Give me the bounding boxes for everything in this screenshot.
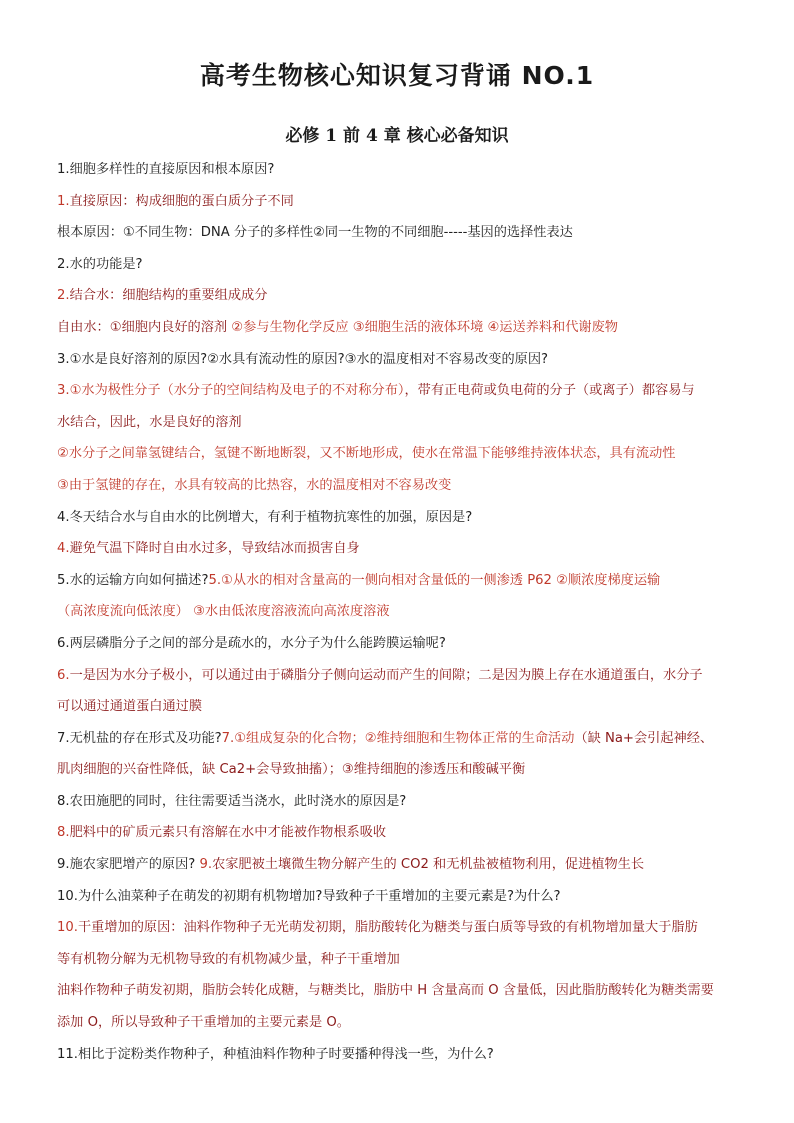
text-segment: 10.为什么油菜种子在萌发的初期有机物增加?导致种子干重增加的主要元素是?为什么? xyxy=(57,888,561,904)
text-segment: 水结合，因此，水是良好的溶剂 xyxy=(57,414,242,430)
text-segment: 结合水：细胞结构的重要组成成分 xyxy=(69,288,268,304)
text-line xyxy=(57,569,741,601)
text-line xyxy=(57,758,741,790)
text-segment: 6. xyxy=(57,667,70,683)
text-line xyxy=(57,727,741,759)
text-line xyxy=(57,790,741,822)
page-title: 高考生物核心知识复习背诵 NO.1 xyxy=(199,61,595,90)
text-segment: 3.①水是良好溶剂的原因?②水具有流动性的原因?③水的温度相对不容易改变的原因? xyxy=(57,351,549,367)
text-line xyxy=(57,1011,741,1043)
text-line xyxy=(57,1043,741,1075)
text-line xyxy=(57,632,741,664)
text-segment: 4. xyxy=(57,541,70,557)
content-body xyxy=(57,158,741,1074)
text-segment: 自由水：①细胞内良好的溶剂 xyxy=(57,319,232,335)
text-segment: 9.施农家肥增产的原因? xyxy=(57,857,200,873)
text-segment: 避免气温下降时自由水过多，导致结冰而损害自身 xyxy=(69,541,360,557)
text-segment: ②水分子之间靠氢键结合，氢键不断地断裂，又不断地形成，使水在常温下能够维持液体状态，具有流动性 xyxy=(57,446,676,462)
text-line xyxy=(57,474,741,506)
text-segment: 添加 O，所以导致种子干重增加的主要元素是 O。 xyxy=(57,1015,350,1031)
text-segment: ②参与生物化学反应 ③细胞生活的液体环境 ④运送养料和代谢废物 xyxy=(231,319,618,335)
text-segment: 根本原因：①不同生物：DNA 分子的多样性②同一生物的不同细胞-----基因的选择性表达 xyxy=(57,225,573,241)
text-line xyxy=(57,821,741,853)
text-segment: 直接原因：构成细胞的蛋白质分子不同 xyxy=(69,193,294,209)
text-line xyxy=(57,158,741,190)
text-segment: 6.两层磷脂分子之间的部分是疏水的，水分子为什么能跨膜运输呢? xyxy=(57,635,446,651)
text-line xyxy=(57,253,741,285)
text-line xyxy=(57,506,741,538)
text-line xyxy=(57,348,741,380)
text-line xyxy=(57,916,741,948)
text-segment: 2.水的功能是? xyxy=(57,256,143,272)
text-line xyxy=(57,695,741,727)
text-segment: 1.细胞多样性的直接原因和根本原因? xyxy=(57,162,275,177)
text-line xyxy=(57,537,741,569)
text-segment: 9. xyxy=(199,857,213,873)
text-segment: 1. xyxy=(57,193,70,209)
text-segment: 8.农田施肥的同时，往往需要适当浇水，此时浇水的原因是? xyxy=(57,793,407,809)
text-line xyxy=(57,442,741,474)
text-segment: 肥料中的矿质元素只有溶解在水中才能被作物根系吸收 xyxy=(69,825,387,841)
text-segment: 4.冬天结合水与自由水的比例增大，有利于植物抗寒性的加强，原因是? xyxy=(57,509,473,525)
text-segment: 干重增加的原因：油料作物种子无光萌发初期，脂肪酸转化为糖类与蛋白质等导致的有机物增加量大于脂肪 xyxy=(77,920,698,936)
text-line xyxy=(57,948,741,980)
text-line xyxy=(57,284,741,316)
text-line xyxy=(57,411,741,443)
text-segment: ③由于氢键的存在，水具有较高的比热容，水的温度相对不容易改变 xyxy=(57,477,452,493)
page-subtitle: 必修 1 前 4 章 核心必备知识 xyxy=(285,126,509,146)
text-line xyxy=(57,885,741,917)
text-segment: 2. xyxy=(57,288,70,304)
text-segment: （高浓度流向低浓度） ③水由低浓度溶液流向高浓度溶液 xyxy=(57,604,390,620)
text-segment: 10. xyxy=(57,920,78,936)
text-line xyxy=(57,190,741,222)
text-segment: 油料作物种子萌发初期，脂肪会转化成糖，与糖类比，脂肪中 H 含量高而 O 含量低，因此脂肪酸转化为糖类需要 xyxy=(57,983,714,999)
text-segment: （缺 Na+会引起神经、 xyxy=(574,730,714,746)
text-segment: 7.无机盐的存在形式及功能? xyxy=(57,730,222,746)
text-line xyxy=(57,853,741,885)
text-segment: 7.①组成复杂的化合物；②维持细胞和生物体正常的生命活动 xyxy=(221,730,575,746)
text-line xyxy=(57,221,741,253)
text-segment: ，带有正电荷或负电荷的分子（或离子）都容易与 xyxy=(404,383,695,399)
text-segment: 3.①水为极性分子（水分子的空间结构及电子的不对称分布） xyxy=(57,383,405,399)
text-segment: 农家肥被土壤微生物分解产生的 CO2 和无机盐被植物利用，促进植物生长 xyxy=(212,857,645,873)
text-segment: 5.①从水的相对含量高的一侧向相对含量低的一侧渗透 P62 ②顺浓度梯度运输 xyxy=(208,572,661,588)
text-segment: 肌肉细胞的兴奋性降低，缺 Ca2+会导致抽搐）；③维持细胞的渗透压和酸碱平衡 xyxy=(57,762,526,778)
text-line xyxy=(57,979,741,1011)
text-line xyxy=(57,664,741,696)
text-segment: 可以通过通道蛋白通过膜 xyxy=(57,699,203,715)
text-segment: 等有机物分解为无机物导致的有机物减少量，种子干重增加 xyxy=(57,951,400,967)
text-segment: 5.水的运输方向如何描述? xyxy=(57,572,209,588)
text-segment: 一是因为水分子极小，可以通过由于磷脂分子侧向运动而产生的间隙；二是因为膜上存在水通道蛋白，水分子 xyxy=(69,667,703,683)
text-segment: 11.相比于淀粉类作物种子，种植油料作物种子时要播种得浅一些，为什么? xyxy=(57,1046,494,1062)
text-segment: 8. xyxy=(57,825,70,841)
text-line xyxy=(57,316,741,348)
text-line xyxy=(57,379,741,411)
text-line xyxy=(57,600,741,632)
